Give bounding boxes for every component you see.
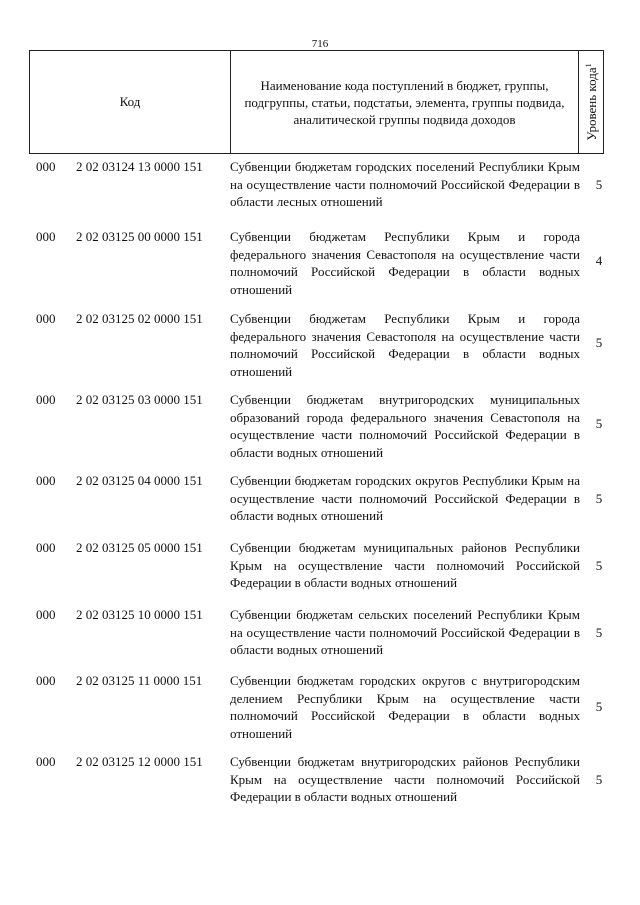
- revenue-code: 2 02 03125 03 0000 151: [76, 392, 203, 407]
- revenue-name: Субвенции бюджетам городских округов с внутригородским делением Республики Крым на осуществление части полномочий Российской Федерации в области водных отношений: [230, 673, 580, 741]
- code-level: 5: [595, 699, 603, 714]
- code-level: 5: [595, 177, 603, 192]
- revenue-name: Субвенции бюджетам внутригородских районов Республики Крым на осуществление части полномочий Российской Федерации в области водных отношений: [230, 754, 580, 804]
- revenue-name: Субвенции бюджетам внутригородских муниципальных образований города федерального значения Севастополя на осуществление части полномочий Российской Федерации в области водных отношений: [230, 392, 580, 460]
- admin-code: 000: [36, 311, 56, 326]
- code-level: 5: [595, 625, 603, 640]
- header-name: Наименование кода поступлений в бюджет, группы, подгруппы, статьи, подстатьи, элемента, группы подвида, аналитической группы подвида доходов: [231, 51, 579, 153]
- code-level: 5: [595, 558, 603, 573]
- revenue-code: 2 02 03125 12 0000 151: [76, 754, 203, 769]
- code-level: 5: [595, 335, 603, 350]
- header-level: [580, 51, 603, 153]
- admin-code: 000: [36, 159, 56, 174]
- admin-code: 000: [36, 392, 56, 407]
- admin-code: 000: [36, 673, 56, 688]
- header-level-footnote: 1: [583, 63, 593, 68]
- revenue-name: Субвенции бюджетам городских поселений Республики Крым на осуществление части полномочий Российской Федерации в области лесных отношений: [230, 159, 580, 209]
- revenue-code: 2 02 03124 13 0000 151: [76, 159, 203, 174]
- revenue-code: 2 02 03125 10 0000 151: [76, 607, 203, 622]
- admin-code: 000: [36, 229, 56, 244]
- revenue-name: Субвенции бюджетам Республики Крым и города федерального значения Севастополя на осуществление части полномочий Российской Федерации в области водных отношений: [230, 311, 580, 379]
- header-level-label: [583, 63, 599, 140]
- header-level-text: Уровень кода: [583, 67, 599, 141]
- code-level: 5: [595, 416, 603, 431]
- header-code: Код: [30, 51, 231, 153]
- revenue-code: 2 02 03125 05 0000 151: [76, 540, 203, 555]
- page-number: 716: [311, 38, 329, 50]
- revenue-code: 2 02 03125 00 0000 151: [76, 229, 203, 244]
- admin-code: 000: [36, 754, 56, 769]
- revenue-code: 2 02 03125 02 0000 151: [76, 311, 203, 326]
- code-level: 4: [595, 253, 603, 268]
- revenue-code: 2 02 03125 11 0000 151: [76, 673, 203, 688]
- admin-code: 000: [36, 607, 56, 622]
- revenue-code: 2 02 03125 04 0000 151: [76, 473, 203, 488]
- revenue-name: Субвенции бюджетам сельских поселений Республики Крым на осуществление части полномочий Российской Федерации в области водных отношений: [230, 607, 580, 657]
- revenue-name: Субвенции бюджетам муниципальных районов Республики Крым на осуществление части полномочий Российской Федерации в области водных отношений: [230, 540, 580, 590]
- admin-code: 000: [36, 540, 56, 555]
- table-header: [29, 50, 604, 154]
- code-level: 5: [595, 491, 603, 506]
- revenue-name: Субвенции бюджетам городских округов Республики Крым на осуществление части полномочий Российской Федерации в области водных отношений: [230, 473, 580, 523]
- code-level: 5: [595, 772, 603, 787]
- admin-code: 000: [36, 473, 56, 488]
- revenue-name: Субвенции бюджетам Республики Крым и города федерального значения Севастополя на осуществление части полномочий Российской Федерации в области водных отношений: [230, 229, 580, 297]
